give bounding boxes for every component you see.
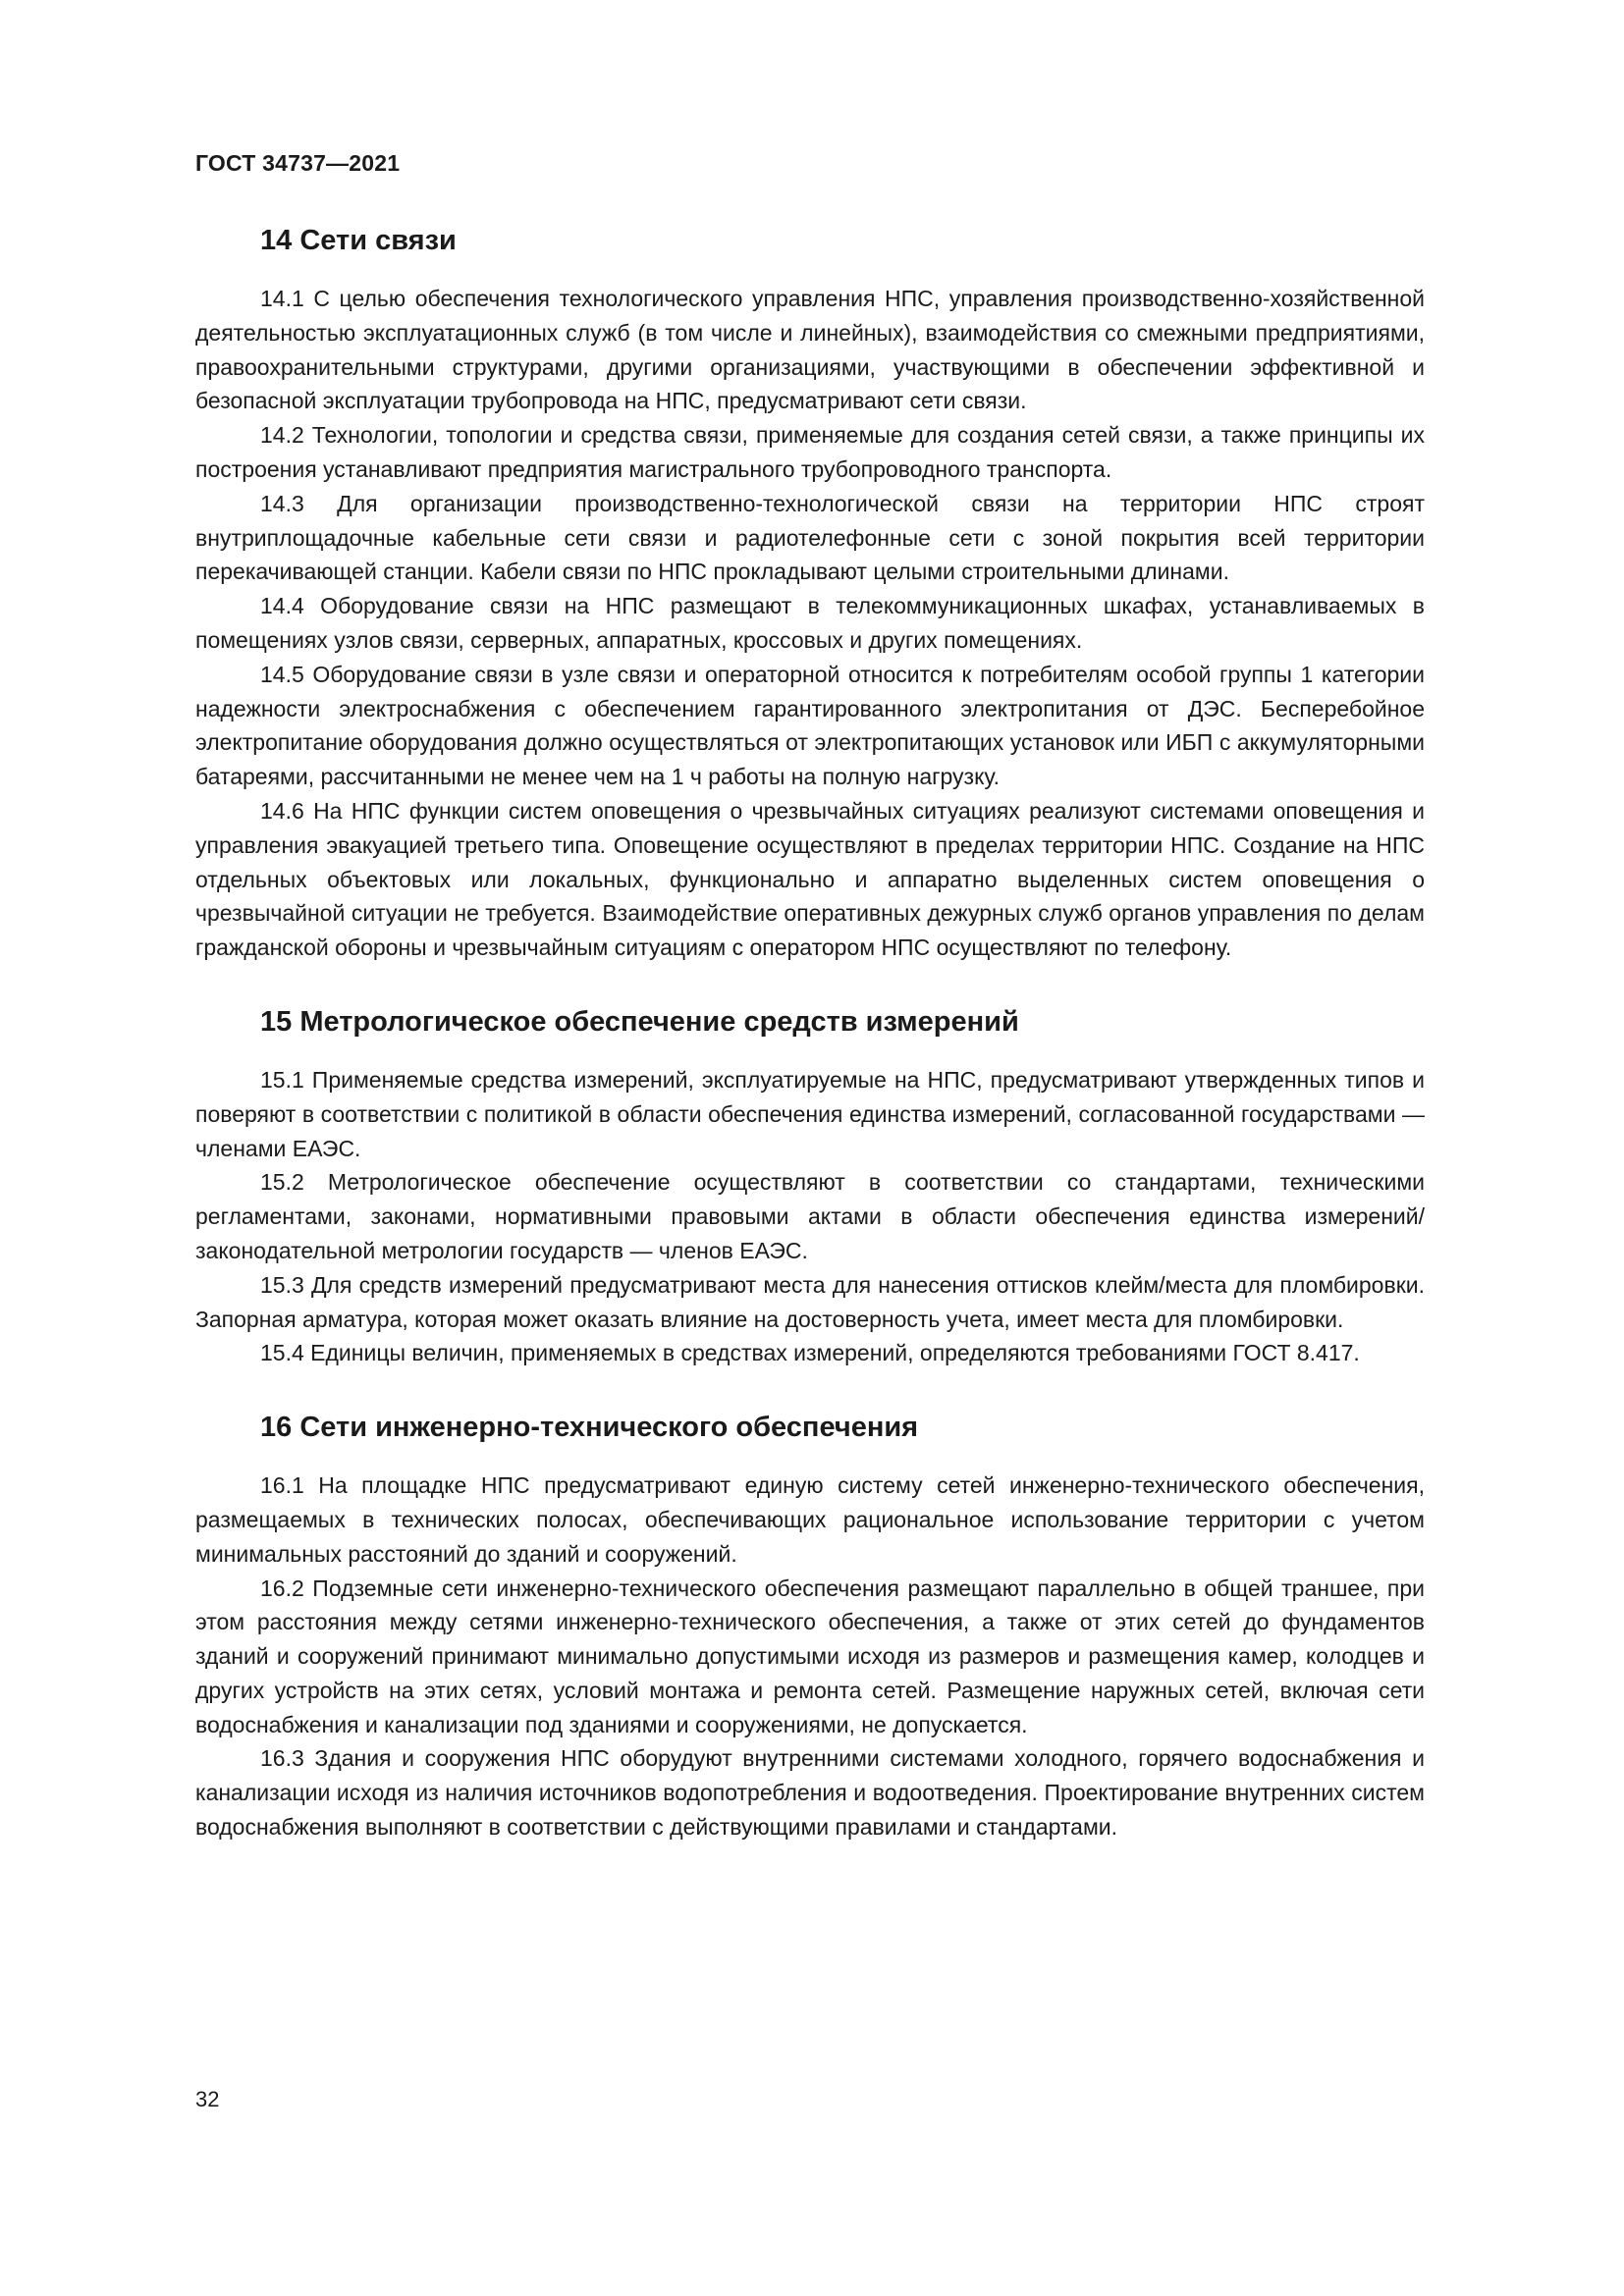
paragraph-16-2: 16.2 Подземные сети инженерно-технического обеспечения размещают параллельно в общей траншее, при этом расстояния между сетями инженерно-технического обеспечения, а также от этих сетей до фундаментов зданий и сооружений принимают минимально допустимыми исходя из размеров и размещения камер, колодцев и других устройств на этих сетях, условий монтажа и ремонта сетей. Размещение наружных сетей, включая сети водоснабжения и канализации под зданиями и сооружениями, не допускается. bbox=[195, 1575, 1425, 1737]
paragraph-14-3: 14.3 Для организации производственно-технологической связи на территории НПС строят внутриплощадочные кабельные сети связи и радиотелефонные сети с зоной покрытия всей территории перекачивающей станции. Кабели связи по НПС прокладывают целыми строительными длинами. bbox=[195, 490, 1425, 585]
section-title: 14 Сети связи bbox=[260, 225, 457, 256]
paragraph-14-5: 14.5 Оборудование связи в узле связи и операторной относится к потребителям особой группы 1 категории надежности электроснабжения с обеспечением гарантированного электропитания от ДЭС. Бесперебойное электропитание оборудования должно осуществляться от электропитающих установок или ИБП с аккумуляторными батареями, рассчитанными не менее чем на 1 ч работы на полную нагрузку. bbox=[195, 661, 1425, 790]
document-id-header: ГОСТ 34737—2021 bbox=[195, 150, 401, 176]
paragraph-14-1: 14.1 С целью обеспечения технологического управления НПС, управления производственно-хозяйственной деятельностью эксплуатационных служб (в том числе и линейных), взаимодействия со смежными предприятиями, правоохранительными структурами, другими организациями, участвующими в обеспечении эффективной и безопасной эксплуатации трубопровода на НПС, предусматривают сети связи. bbox=[195, 286, 1425, 414]
paragraph-15-3: 15.3 Для средств измерений предусматривают места для нанесения оттисков клейм/места для пломбировки. Запорная арматура, которая может оказать влияние на достоверность учета, имеет места для пломбировки. bbox=[195, 1271, 1425, 1332]
paragraph-15-4: 15.4 Единицы величин, применяемых в средствах измерений, определяются требованиями ГОСТ 8.417. bbox=[260, 1340, 1360, 1366]
section-title: 15 Метрологическое обеспечение средств измерений bbox=[260, 1005, 1019, 1038]
paragraph-15-1: 15.1 Применяемые средства измерений, эксплуатируемые на НПС, предусматривают утвержденных типов и поверяют в соответствии с политикой в области обеспечения единства измерений, согласованной государствами — членами ЕАЭС. bbox=[195, 1066, 1425, 1161]
paragraph-16-3: 16.3 Здания и сооружения НПС оборудуют внутренними системами холодного, горячего водоснабжения и канализации исходя из наличия источников водопотребления и водоотведения. Проектирование внутренних систем водоснабжения выполняют в соответствии с действующими правилами и стандартами. bbox=[195, 1745, 1425, 1841]
page-number: 32 bbox=[195, 2087, 220, 2111]
section-15 bbox=[195, 1002, 1425, 1370]
section-title: 16 Сети инженерно-технического обеспечения bbox=[260, 1412, 919, 1444]
paragraph-14-4: 14.4 Оборудование связи на НПС размещают в телекоммуникационных шкафах, устанавливаемых в помещениях узлов связи, серверных, аппаратных, кроссовых и других помещениях. bbox=[195, 593, 1425, 653]
paragraph-14-2: 14.2 Технологии, топологии и средства связи, применяемые для создания сетей связи, а также принципы их построения устанавливают предприятия магистрального трубопроводного транспорта. bbox=[195, 422, 1425, 482]
document-body bbox=[195, 221, 1425, 1844]
paragraph-15-2: 15.2 Метрологическое обеспечение осуществляют в соответствии со стандартами, техническими регламентами, законами, нормативными правовыми актами в области обеспечения единства измерений/законодательной метрологии государств — членов ЕАЭС. bbox=[195, 1169, 1425, 1263]
section-14 bbox=[195, 221, 1425, 965]
paragraph-14-6: 14.6 На НПС функции систем оповещения о чрезвычайных ситуациях реализуют системами оповещения и управления эвакуацией третьего типа. Оповещение осуществляют в пределах территории НПС. Создание на НПС отдельных объектовых или локальных, функционально и аппаратно выделенных систем оповещения о чрезвычайной ситуации не требуется. Взаимодействие оперативных дежурных служб органов управления по делам гражданской обороны и чрезвычайным ситуациям с оператором НПС осуществляют по телефону. bbox=[195, 797, 1425, 961]
section-16 bbox=[195, 1408, 1425, 1844]
paragraph-16-1: 16.1 На площадке НПС предусматривают единую систему сетей инженерно-технического обеспечения, размещаемых в технических полосах, обеспечивающих рациональное использование территории с учетом минимальных расстояний до зданий и сооружений. bbox=[195, 1472, 1425, 1567]
